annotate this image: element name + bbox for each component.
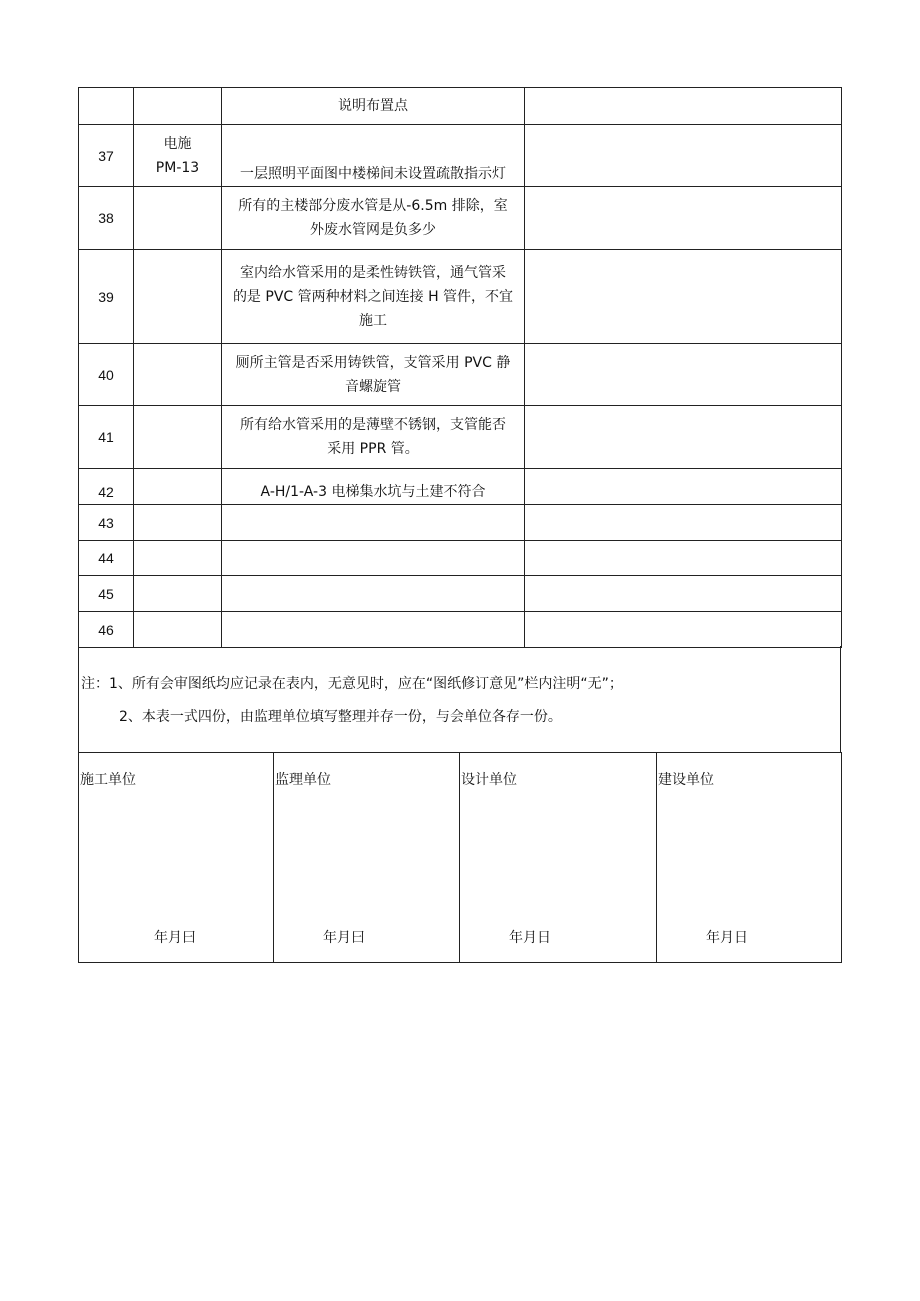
- header-cell-no: [79, 88, 134, 125]
- table-row: [79, 187, 842, 250]
- drawing-ref-cell: [134, 576, 222, 612]
- issue-description: [222, 541, 525, 576]
- table-row: [79, 125, 842, 187]
- description-line: 采用 PPR 管。: [327, 441, 419, 457]
- row-number: 43: [79, 505, 134, 541]
- unit-label: 设计单位: [461, 772, 517, 788]
- table-row: [79, 406, 842, 469]
- unit-label: 监理单位: [275, 772, 331, 788]
- revision-cell: [525, 406, 842, 469]
- description-line: 的是 PVC 管两种材料之间连接 H 管件，不宜: [232, 288, 514, 305]
- date-label: 年月曰: [154, 930, 196, 946]
- date-label: 年月日: [509, 930, 551, 946]
- description-line: 所有的主楼部分废水管是从-6.5m 排除，室: [238, 198, 508, 214]
- date-label: 年月曰: [323, 930, 365, 946]
- table-row: [79, 505, 842, 541]
- issue-description: [222, 250, 525, 344]
- drawing-ref-cell: [134, 541, 222, 576]
- row-number: 46: [79, 612, 134, 648]
- drawing-ref-cell: [134, 469, 222, 505]
- description-line: 厕所主管是否采用铸铁管，支管采用 PVC 静: [235, 354, 511, 371]
- table-row: [79, 612, 842, 648]
- revision-cell: [525, 469, 842, 505]
- issue-description: [222, 406, 525, 469]
- revision-cell: [525, 187, 842, 250]
- issue-description: [222, 469, 525, 505]
- drawing-ref-cell: [134, 344, 222, 406]
- drawing-ref-line: 电施: [163, 135, 192, 152]
- revision-cell: [525, 576, 842, 612]
- issue-description: [222, 344, 525, 406]
- issue-description: [222, 125, 525, 187]
- notes-section: [78, 646, 841, 752]
- drawing-ref-line: PM-13: [155, 159, 200, 176]
- date-label: 年月日: [706, 930, 748, 946]
- signature-table: [78, 752, 842, 963]
- signature-cell-design: [460, 753, 657, 963]
- signature-cell-construction: [79, 753, 274, 963]
- drawing-ref-cell: [134, 505, 222, 541]
- row-number: 41: [79, 406, 134, 469]
- row-number: 38: [79, 187, 134, 250]
- description-line: 所有给水管采用的是薄壁不锈钢，支管能否: [240, 417, 506, 433]
- description-line: 室内给水管采用的是柔性铸铁管，通气管采: [240, 264, 506, 281]
- description-line: 一层照明平面图中楼梯间未设置疏散指示灯: [240, 166, 506, 182]
- issue-description: [222, 505, 525, 541]
- header-cell-revision: [525, 88, 842, 125]
- review-table: [78, 87, 842, 648]
- drawing-ref-cell: [134, 187, 222, 250]
- description-line: 音螺旋管: [345, 378, 401, 395]
- table-row: [79, 541, 842, 576]
- row-number: 39: [79, 250, 134, 344]
- revision-cell: [525, 541, 842, 576]
- header-cell-desc: 说明布置点: [222, 88, 525, 125]
- description-line: 施工: [359, 312, 387, 329]
- revision-cell: [525, 344, 842, 406]
- unit-label: 建设单位: [658, 772, 714, 788]
- unit-label: 施工单位: [80, 772, 136, 788]
- revision-cell: [525, 612, 842, 648]
- drawing-ref-cell: [134, 612, 222, 648]
- table-row: [79, 576, 842, 612]
- issue-description: [222, 576, 525, 612]
- note-line-2: 2、本表一式四份，由监理单位填写整理并存一份，与会单位各存一份。: [119, 709, 562, 725]
- description-line: A-H/1-A-3 电梯集水坑与土建不符合: [260, 484, 486, 500]
- table-row: [79, 344, 842, 406]
- row-number: 37: [79, 125, 134, 187]
- revision-cell: [525, 505, 842, 541]
- revision-cell: [525, 125, 842, 187]
- issue-description: [222, 612, 525, 648]
- signature-cell-supervision: [274, 753, 460, 963]
- table-row: [79, 469, 842, 505]
- table-header-row: [79, 88, 842, 125]
- revision-cell: [525, 250, 842, 344]
- row-number: 40: [79, 344, 134, 406]
- drawing-ref-cell: [134, 125, 222, 187]
- description-line: 外废水管网是负多少: [310, 222, 436, 238]
- row-number: 42: [79, 469, 134, 505]
- signature-cell-owner: [657, 753, 842, 963]
- row-number: 44: [79, 541, 134, 576]
- row-number: 45: [79, 576, 134, 612]
- note-line-1: 注：1、所有会审图纸均应记录在表内，无意见时，应在“图纸修订意见”栏内注明“无”；: [81, 676, 623, 692]
- issue-description: [222, 187, 525, 250]
- header-cell-ref: [134, 88, 222, 125]
- table-row: [79, 250, 842, 344]
- drawing-ref-cell: [134, 250, 222, 344]
- drawing-ref-cell: [134, 406, 222, 469]
